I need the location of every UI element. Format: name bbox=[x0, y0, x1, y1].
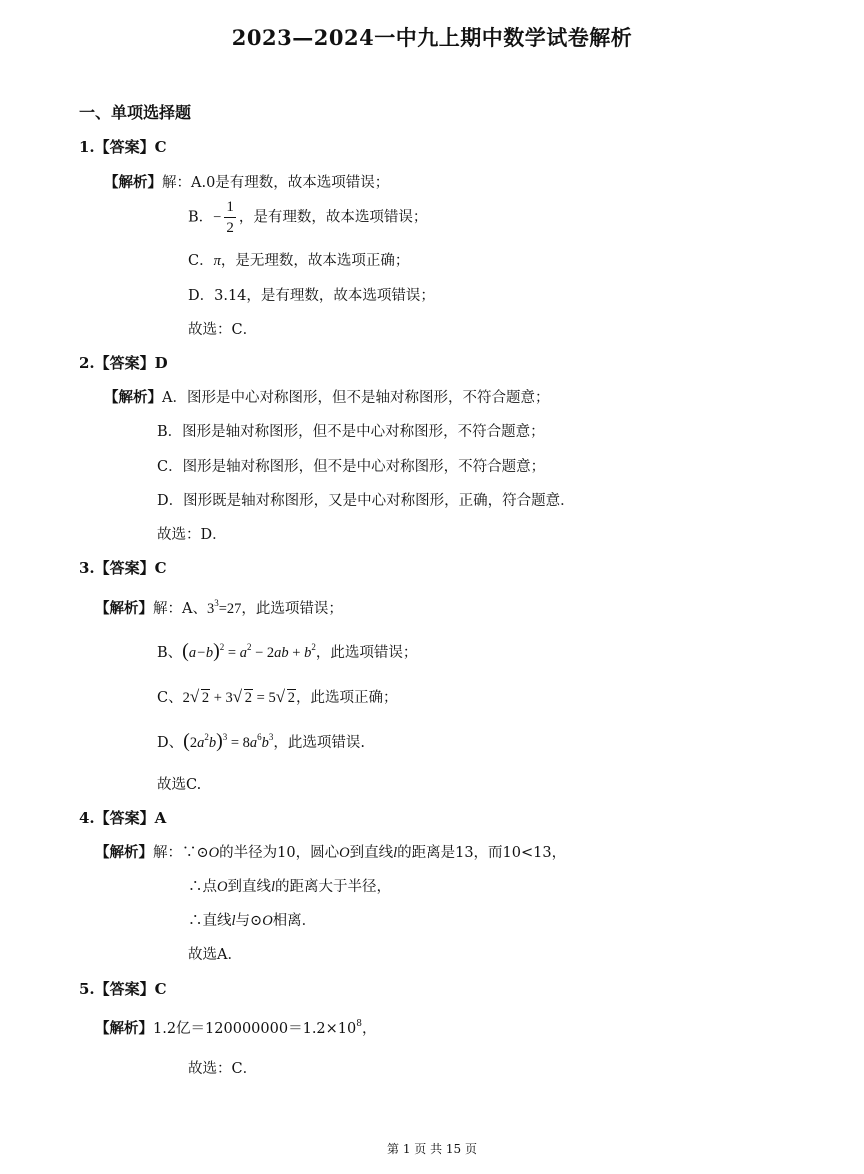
q2-option-d: D．图形既是轴对称图形，又是中心对称图形，正确，符合题意． bbox=[157, 493, 575, 509]
q2-conclusion: 故选：D． bbox=[157, 527, 227, 543]
q1-fraction bbox=[224, 197, 236, 238]
q3-option-b-text: ，此选项错误； bbox=[315, 645, 418, 661]
q4-text: ∴点 bbox=[188, 879, 217, 895]
q4-text: 解：∵⊙ bbox=[153, 845, 209, 861]
q5-formula: 1.2亿＝120000000＝1.2×10 bbox=[153, 1021, 357, 1037]
analysis-label: 【解析】 bbox=[95, 844, 153, 861]
point-o-symbol: O bbox=[217, 879, 228, 895]
q5-comma: ， bbox=[361, 1021, 377, 1037]
q3-line-4 bbox=[157, 730, 365, 753]
pi-symbol: π bbox=[213, 253, 221, 269]
q4-text: 到直线 bbox=[227, 879, 271, 895]
q3-option-c-prefix: C、 bbox=[157, 690, 183, 706]
q3-answer-header: 3.【答案】C bbox=[79, 559, 167, 577]
q2-option-c: C．图形是轴对称图形，但不是中心对称图形，不符合题意； bbox=[157, 459, 546, 475]
page-footer: 第 1 页 共 15 页 bbox=[387, 1142, 477, 1156]
analysis-label: 【解析】 bbox=[104, 174, 162, 191]
q3-formula-c: 2√ 2 + 3√ 2 = 5√ 2 bbox=[183, 690, 296, 706]
q3-formula-a: $3^3=27$ bbox=[206, 598, 242, 617]
q1-option-d: D．3.14，是有理数，故本选项错误； bbox=[188, 288, 435, 304]
q4-line-2 bbox=[188, 875, 391, 896]
circle-o-symbol: O bbox=[262, 913, 273, 929]
fraction-numerator: 1 bbox=[224, 197, 236, 218]
q3-option-a-text: ，此选项错误； bbox=[241, 601, 343, 617]
q1-option-b-text: ，是有理数，故本选项错误； bbox=[238, 209, 428, 226]
q4-line-3 bbox=[188, 909, 316, 930]
q4-text: ∴直线 bbox=[188, 913, 232, 929]
q3-conclusion: 故选C. bbox=[157, 777, 202, 793]
q4-text: 到直线 bbox=[349, 845, 394, 861]
line-l-symbol: l bbox=[270, 879, 276, 895]
q4-answer-header: 4.【答案】A bbox=[79, 809, 167, 827]
q3-option-a-prefix: 解：A、 bbox=[153, 601, 207, 617]
q1-minus-sign: − bbox=[213, 209, 222, 226]
q4-text: 的半径为10，圆心 bbox=[219, 845, 340, 861]
q2-answer-header: 2.【答案】D bbox=[79, 354, 168, 372]
line-l-symbol: l bbox=[231, 913, 236, 929]
fraction-denominator: 2 bbox=[226, 220, 234, 236]
q1-option-c-prefix: C． bbox=[188, 253, 214, 269]
q4-conclusion: 故选A． bbox=[188, 947, 242, 963]
document-title: 2023—2024一中九上期中数学试卷解析 bbox=[231, 25, 633, 50]
q3-line-3 bbox=[157, 686, 397, 707]
q5-line-1 bbox=[95, 1017, 376, 1038]
q3-option-b-prefix: B、 bbox=[157, 645, 183, 661]
line-l-symbol: l bbox=[393, 845, 398, 861]
q4-text: 的距离是13，而10<13， bbox=[397, 845, 567, 861]
q3-formula-b: $(a-b)^2 = a^2 - 2ab + b^2$ bbox=[182, 640, 316, 662]
q3-option-c-text: ，此选项正确； bbox=[295, 690, 398, 706]
q1-conclusion: 故选：C． bbox=[188, 322, 258, 338]
q3-formula-d: $(2a^2b)^3 = 8a^6b^3$ bbox=[183, 730, 274, 752]
q1-line-2 bbox=[188, 197, 427, 238]
q5-conclusion: 故选：C． bbox=[188, 1061, 258, 1077]
q1-option-a: 解：A.0是有理数，故本选项错误； bbox=[162, 175, 390, 191]
q1-line-1 bbox=[104, 171, 389, 192]
q1-line-3 bbox=[188, 249, 409, 270]
q1-answer-header: 1.【答案】C bbox=[79, 138, 167, 156]
section-heading: 一、单项选择题 bbox=[79, 103, 192, 122]
q4-text: 的距离大于半径， bbox=[275, 879, 392, 895]
analysis-label: 【解析】 bbox=[95, 600, 153, 617]
q4-line-1 bbox=[95, 841, 566, 862]
q3-line-1 bbox=[95, 597, 343, 618]
q3-option-d-prefix: D、 bbox=[157, 735, 184, 751]
analysis-label: 【解析】 bbox=[104, 389, 162, 406]
q5-answer-header: 5.【答案】C bbox=[79, 980, 167, 998]
q2-option-a: A．图形是中心对称图形，但不是轴对称图形，不符合题意； bbox=[162, 390, 550, 406]
q2-line-1 bbox=[104, 386, 549, 407]
q5-exponent: 8 bbox=[356, 1019, 362, 1029]
q2-option-b: B．图形是轴对称图形，但不是中心对称图形，不符合题意； bbox=[157, 424, 545, 440]
q3-option-d-text: ，此选项错误. bbox=[273, 735, 366, 751]
q4-text: 与⊙ bbox=[235, 913, 263, 929]
q1-option-b-prefix: B． bbox=[188, 209, 214, 226]
q1-option-c-text: ，是无理数，故本选项正确； bbox=[220, 253, 410, 269]
q3-line-2 bbox=[157, 640, 417, 663]
center-o-symbol: O bbox=[339, 845, 350, 861]
circle-o-symbol: O bbox=[208, 845, 220, 861]
analysis-label: 【解析】 bbox=[95, 1020, 153, 1037]
q4-text: 相离． bbox=[272, 913, 317, 929]
